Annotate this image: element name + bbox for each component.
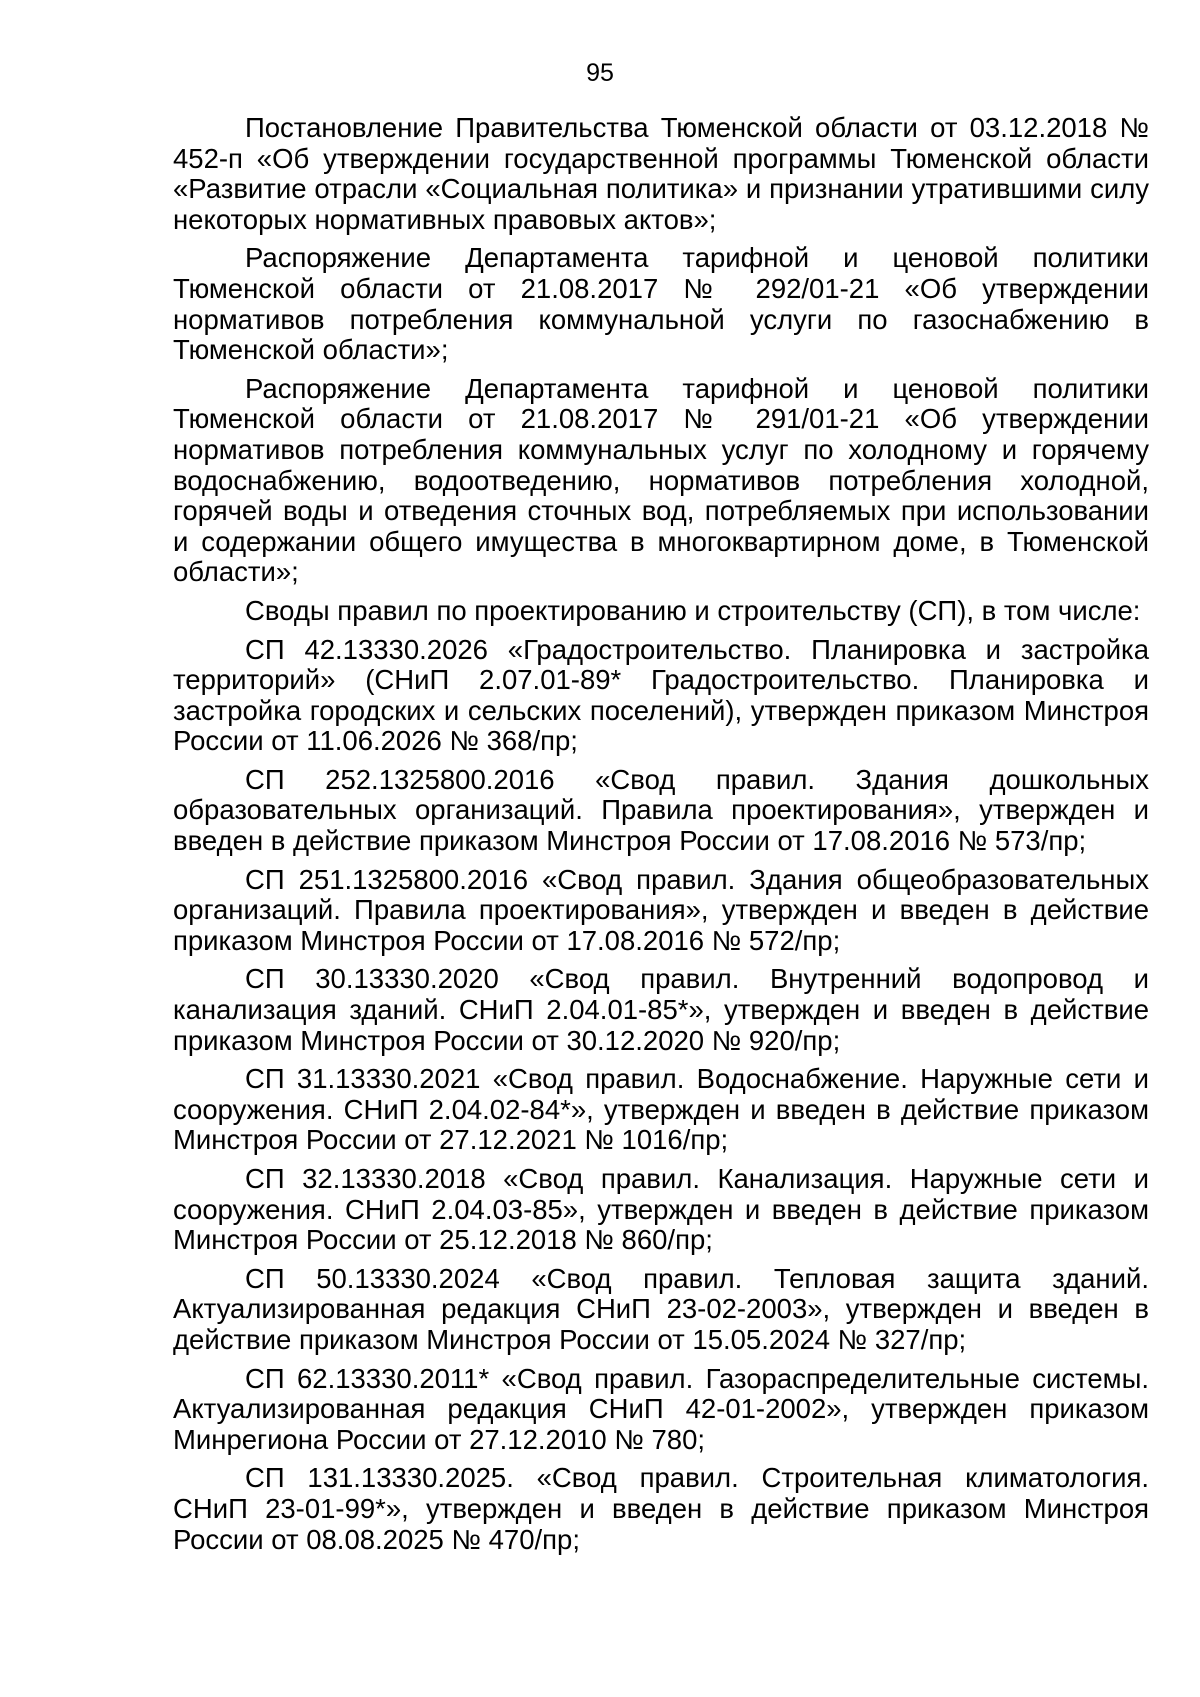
paragraph-order-292: Распоряжение Департамента тарифной и ценовой политики Тюменской области от 21.08.2017 № 292/01-21 «Об утверждении нормативов потребления коммунальной услуги по газоснабжению в Тюменской области»; [173,242,1149,366]
paragraph-sp-32: СП 32.13330.2018 «Свод правил. Канализация. Наружные сети и сооружения. СНиП 2.04.03-85», утвержден и введен в действие приказом Минстроя России от 25.12.2018 № 860/пр; [173,1163,1149,1256]
paragraph-sp-252: СП 252.1325800.2016 «Свод правил. Здания дошкольных образовательных организаций. Правила проектирования», утвержден и введен в действие приказом Минстроя России от 17.08.2016 № 573/пр; [173,763,1149,857]
paragraph-codes-intro: Своды правил по проектированию и строительству (СП), в том числе: [245,594,1141,626]
paragraph-sp-50: СП 50.13330.2024 «Свод правил. Тепловая защита зданий. Актуализированная редакция СНиП 23-02-2003», утвержден и введен в действие приказом Минстроя России от 15.05.2024 № 327/пр; [173,1262,1149,1355]
paragraph-sp-62: СП 62.13330.2011* «Свод правил. Газораспределительные системы. Актуализированная редакция СНиП 42-01-2002», утвержден приказом Минрегиона России от 27.12.2010 № 780; [173,1362,1149,1455]
paragraph-sp-131: СП 131.13330.2025. «Свод правил. Строительная климатология. СНиП 23-01-99*», утвержден и введен в действие приказом Минстроя России от 08.08.2025 № 470/пр; [173,1462,1149,1555]
paragraph-sp-30: СП 30.13330.2020 «Свод правил. Внутренний водопровод и канализация зданий. СНиП 2.04.01-85*», утвержден и введен в действие приказом Минстроя России от 30.12.2020 № 920/пр; [173,963,1149,1056]
page-number: 95 [586,59,614,87]
paragraph-sp-42: СП 42.13330.2026 «Градостроительство. Планировка и застройка территорий» (СНиП 2.07.01-89* Градостроительство. Планировка и застройка городских и сельских поселений), утвержден приказом Минстроя России от 11.06.2026 № 368/пр; [173,633,1149,757]
paragraph-order-291: Распоряжение Департамента тарифной и ценовой политики Тюменской области от 21.08.2017 № 291/01-21 «Об утверждении нормативов потребления коммунальных услуг по холодному и горячему водоснабжению, водоотведению, нормативов потребления холодной, горячей воды и отведения сточных вод, потребляемых при использовании и содержании общего имущества в многоквартирном доме, в Тюменской области»; [173,372,1149,588]
document-body [173,113,1149,1563]
paragraph-resolution-452: Постановление Правительства Тюменской области от 03.12.2018 № 452-п «Об утверждении государственной программы Тюменской области «Развитие отрасли «Социальная политика» и признании утратившими силу некоторых нормативных правовых актов»; [173,112,1149,235]
paragraph-sp-251: СП 251.1325800.2016 «Свод правил. Здания общеобразовательных организаций. Правила проектирования», утвержден и введен в действие приказом Минстроя России от 17.08.2016 № 572/пр; [173,863,1149,956]
paragraph-sp-31: СП 31.13330.2021 «Свод правил. Водоснабжение. Наружные сети и сооружения. СНиП 2.04.02-84*», утвержден и введен в действие приказом Минстроя России от 27.12.2021 № 1016/пр; [173,1063,1149,1156]
